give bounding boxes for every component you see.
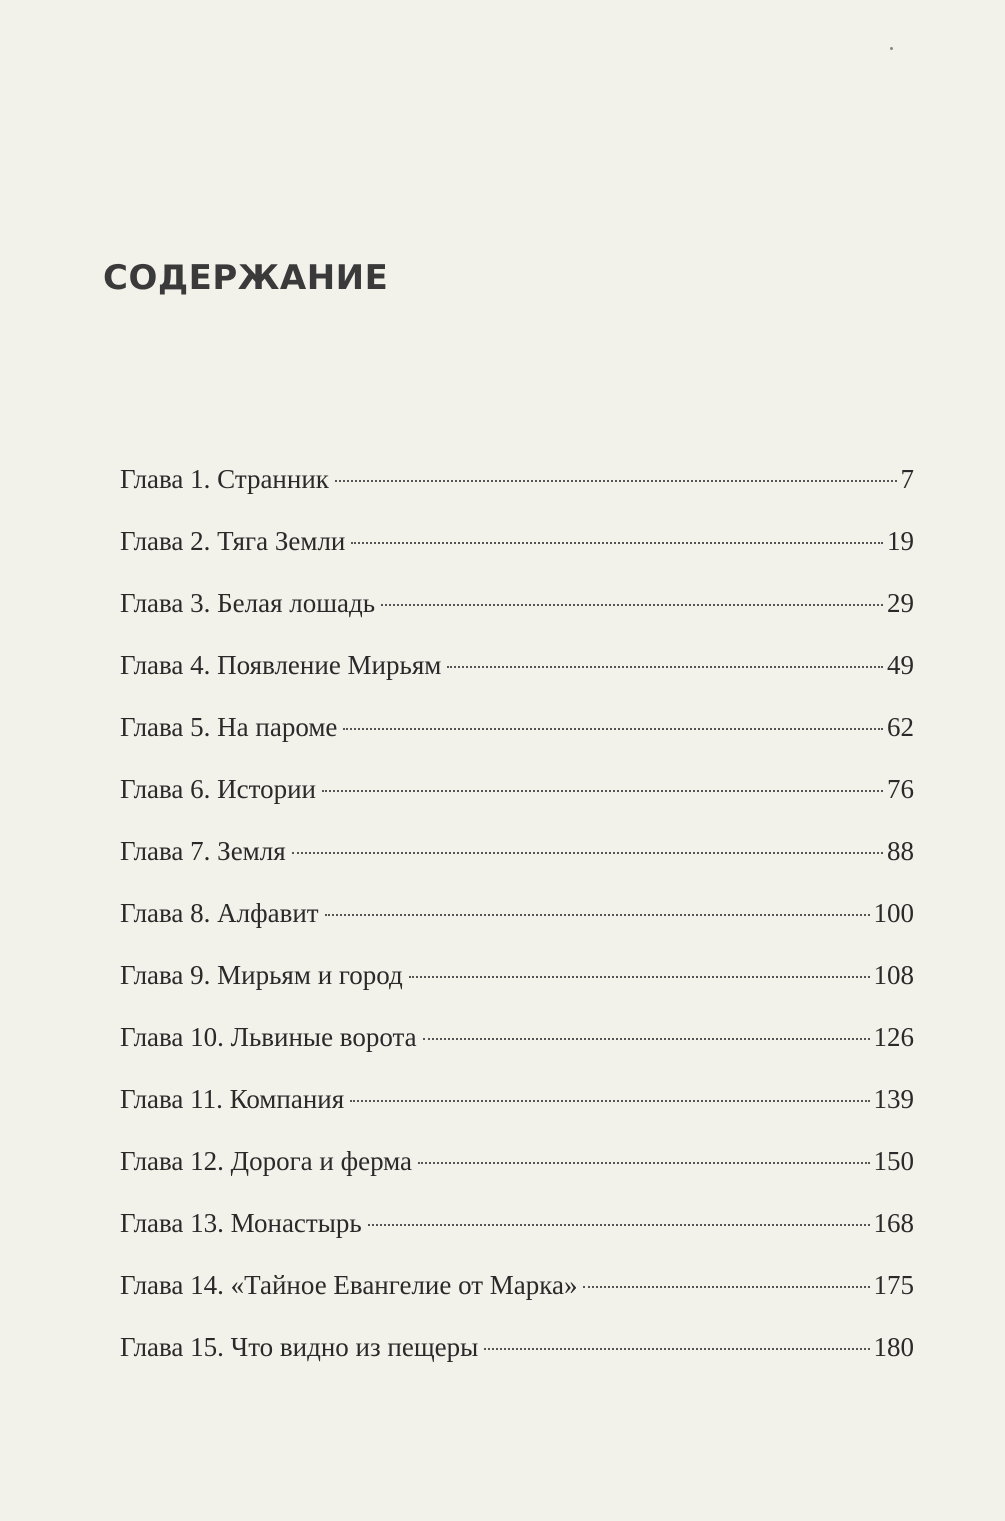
toc-entry-title: Глава 4. Появление Мирьям xyxy=(120,650,442,680)
toc-entry-page: 175 xyxy=(873,1270,914,1300)
toc-entry-page: 180 xyxy=(873,1332,914,1362)
toc-entry-page: 88 xyxy=(887,836,914,866)
toc-entry-title: Глава 7. Земля xyxy=(120,836,286,866)
toc-entry-page: 49 xyxy=(887,650,914,680)
toc-entry-10 xyxy=(120,1015,914,1077)
toc-entry-3 xyxy=(120,581,914,643)
toc-entry-11 xyxy=(120,1077,914,1139)
table-of-contents xyxy=(120,457,914,1387)
toc-entry-page: 19 xyxy=(887,526,914,556)
toc-entry-6 xyxy=(120,767,914,829)
toc-entry-4 xyxy=(120,643,914,705)
toc-entry-title: Глава 15. Что видно из пещеры xyxy=(120,1332,479,1362)
dot-leader xyxy=(325,892,870,922)
paper-speck xyxy=(890,47,893,50)
dot-leader xyxy=(447,644,883,674)
dot-leader xyxy=(351,520,883,550)
dot-leader xyxy=(292,830,883,860)
toc-entry-page: 100 xyxy=(873,898,914,928)
toc-entry-page: 76 xyxy=(887,774,914,804)
toc-entry-title: Глава 11. Компания xyxy=(120,1084,345,1114)
toc-entry-5 xyxy=(120,705,914,767)
toc-entry-page: 168 xyxy=(873,1208,914,1238)
toc-entry-12 xyxy=(120,1139,914,1201)
toc-entry-page: 150 xyxy=(873,1146,914,1176)
contents-heading: СОДЕРЖАНИЕ xyxy=(103,258,389,298)
toc-entry-title: Глава 12. Дорога и ферма xyxy=(120,1146,413,1176)
toc-entry-2 xyxy=(120,519,914,581)
dot-leader xyxy=(583,1264,869,1294)
toc-entry-page: 7 xyxy=(900,464,914,494)
toc-entry-title: Глава 5. На пароме xyxy=(120,712,338,742)
dot-leader xyxy=(335,458,897,488)
toc-entry-title: Глава 3. Белая лошадь xyxy=(120,588,376,618)
toc-entry-title: Глава 13. Монастырь xyxy=(120,1208,362,1238)
toc-entry-9 xyxy=(120,953,914,1015)
toc-entry-title: Глава 2. Тяга Земли xyxy=(120,526,346,556)
toc-entry-title: Глава 9. Мирьям и город xyxy=(120,960,403,990)
toc-entry-1 xyxy=(120,457,914,519)
toc-entry-13 xyxy=(120,1201,914,1263)
toc-entry-page: 126 xyxy=(873,1022,914,1052)
dot-leader xyxy=(343,706,883,736)
toc-entry-page: 62 xyxy=(887,712,914,742)
toc-entry-title: Глава 8. Алфавит xyxy=(120,898,319,928)
dot-leader xyxy=(381,582,883,612)
toc-entry-title: Глава 6. Истории xyxy=(120,774,316,804)
toc-entry-title: Глава 10. Львиные ворота xyxy=(120,1022,417,1052)
toc-entry-title: Глава 1. Странник xyxy=(120,464,329,494)
toc-entry-15 xyxy=(120,1325,914,1387)
toc-entry-title: Глава 14. «Тайное Евангелие от Марка» xyxy=(120,1270,578,1300)
dot-leader xyxy=(418,1140,869,1170)
toc-entry-7 xyxy=(120,829,914,891)
toc-entry-14 xyxy=(120,1263,914,1325)
toc-entry-8 xyxy=(120,891,914,953)
toc-entry-page: 108 xyxy=(873,960,914,990)
dot-leader xyxy=(322,768,883,798)
dot-leader xyxy=(484,1326,869,1356)
toc-entry-page: 29 xyxy=(887,588,914,618)
dot-leader xyxy=(423,1016,870,1046)
dot-leader xyxy=(409,954,870,984)
dot-leader xyxy=(368,1202,870,1232)
dot-leader xyxy=(350,1078,869,1108)
toc-entry-page: 139 xyxy=(873,1084,914,1114)
